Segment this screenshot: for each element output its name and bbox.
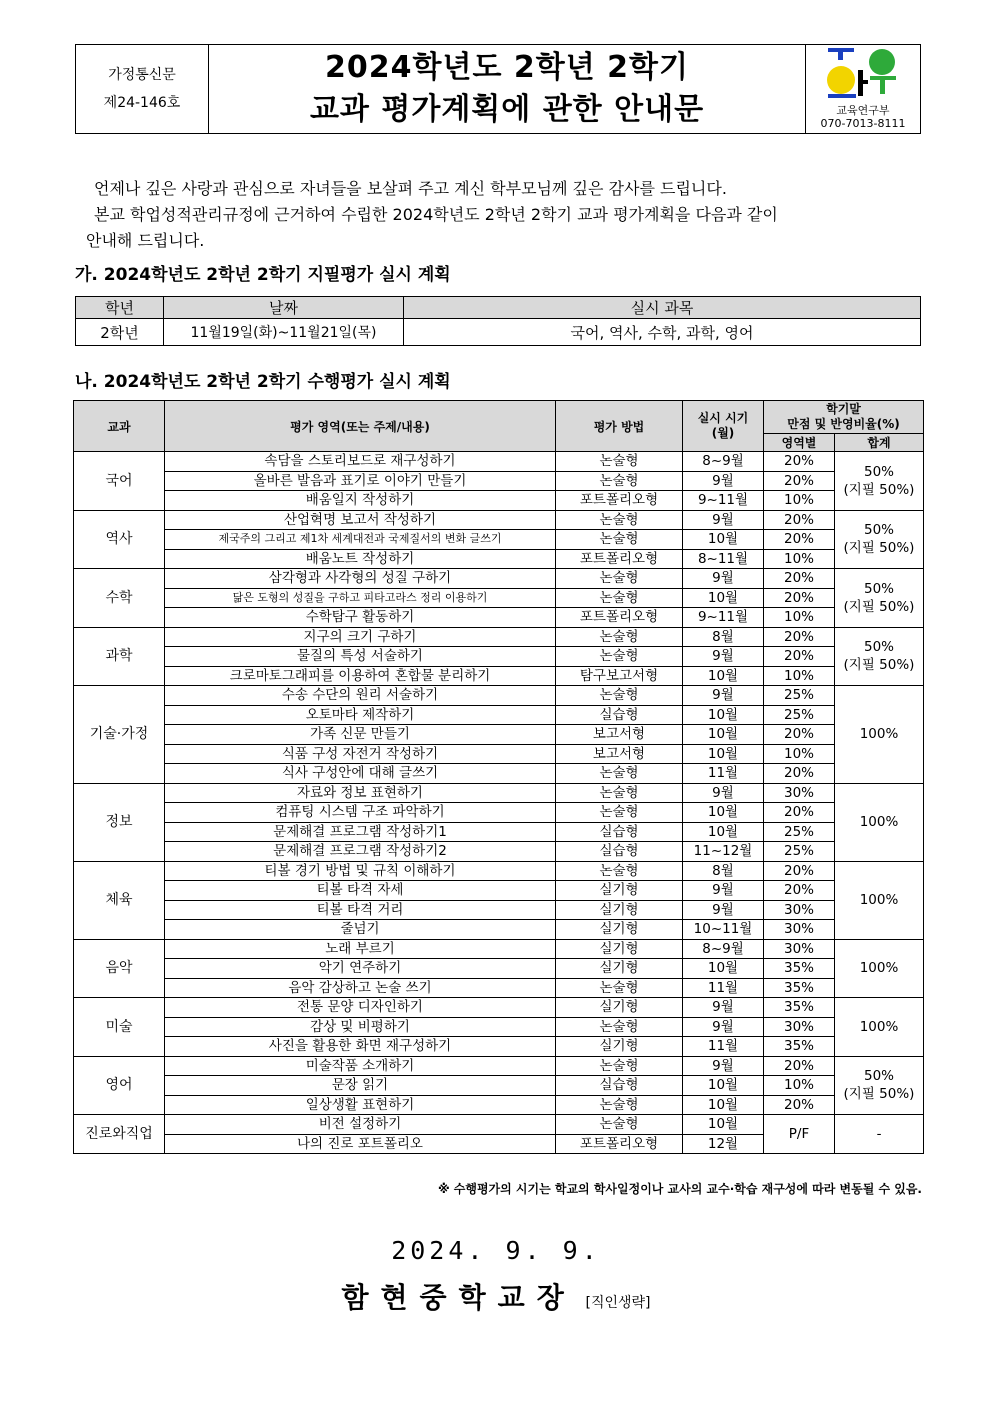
cell-total: 50% (지필 50%) <box>835 1056 924 1115</box>
cell-ratio: 20% <box>764 452 835 472</box>
cell-month: 10월 <box>683 666 764 686</box>
cell-ratio: 30% <box>764 1017 835 1037</box>
cell-ratio: 10% <box>764 608 835 628</box>
cell-method: 논술형 <box>556 588 683 608</box>
table-row <box>74 998 924 1018</box>
signature-block <box>0 1276 992 1316</box>
title-line1: 2024학년도 2학년 2학기 <box>325 50 689 85</box>
cell-month: 9월 <box>683 569 764 589</box>
cell-total: 100% <box>835 939 924 998</box>
performance-eval-body <box>74 452 924 1154</box>
cell-area: 배움노트 작성하기 <box>165 549 556 569</box>
cell-ratio: 30% <box>764 939 835 959</box>
cell-ratio: 20% <box>764 510 835 530</box>
cell-method: 논술형 <box>556 1017 683 1037</box>
cell-month: 10월 <box>683 744 764 764</box>
cell-ratio: 20% <box>764 881 835 901</box>
issue-date: 2024. 9. 9. <box>391 1236 601 1265</box>
cell-method: 포트폴리오형 <box>556 608 683 628</box>
cell-ratio: 30% <box>764 783 835 803</box>
cell-month: 10월 <box>683 1115 764 1135</box>
cell-date: 11월19일(화)~11월21일(목) <box>164 319 404 346</box>
cell-area: 산업혁명 보고서 작성하기 <box>165 510 556 530</box>
cell-area: 감상 및 비평하기 <box>165 1017 556 1037</box>
cell-area: 미술작품 소개하기 <box>165 1056 556 1076</box>
header-date: 날짜 <box>164 297 404 319</box>
cell-ratio: 10% <box>764 666 835 686</box>
cell-month: 10월 <box>683 803 764 823</box>
table-row <box>74 686 924 706</box>
cell-ratio: 25% <box>764 822 835 842</box>
cell-method: 실습형 <box>556 842 683 862</box>
cell-month: 9~11월 <box>683 608 764 628</box>
table-row <box>74 549 924 569</box>
cell-month: 9월 <box>683 900 764 920</box>
cell-ratio: 20% <box>764 569 835 589</box>
table-row <box>76 319 921 346</box>
cell-month: 10월 <box>683 588 764 608</box>
header-subject: 교과 <box>74 401 165 452</box>
cell-method: 실기형 <box>556 900 683 920</box>
cell-method: 실습형 <box>556 1076 683 1096</box>
cell-total: 50% (지필 50%) <box>835 569 924 628</box>
cell-area: 일상생활 표현하기 <box>165 1095 556 1115</box>
intro-text <box>86 176 916 254</box>
cell-area: 비전 설정하기 <box>165 1115 556 1135</box>
cell-method: 논술형 <box>556 861 683 881</box>
table-row <box>74 510 924 530</box>
cell-month: 8~9월 <box>683 939 764 959</box>
cell-method: 논술형 <box>556 783 683 803</box>
cell-method: 보고서형 <box>556 744 683 764</box>
cell-subject: 수학 <box>74 569 165 628</box>
cell-method: 논술형 <box>556 686 683 706</box>
cell-subjects: 국어, 역사, 수학, 과학, 영어 <box>404 319 921 346</box>
cell-area: 닮은 도형의 성질을 구하고 피타고라스 정리 이용하기 <box>165 588 556 608</box>
footnote: ※ 수행평가의 시기는 학교의 학사일정이나 교사의 교수·학습 재구성에 따라 변동될 수 있음. <box>437 1182 922 1196</box>
cell-area: 사진을 활용한 화면 재구성하기 <box>165 1037 556 1057</box>
intro-line1: 언제나 깊은 사랑과 관심으로 자녀들을 보살펴 주고 계신 학부모님께 깊은 감사를 드립니다. <box>94 179 727 198</box>
cell-method: 탐구보고서형 <box>556 666 683 686</box>
table-row <box>74 452 924 472</box>
cell-month: 10월 <box>683 959 764 979</box>
table-row <box>74 569 924 589</box>
cell-area: 가족 신문 만들기 <box>165 725 556 745</box>
cell-month: 9월 <box>683 510 764 530</box>
header-method: 평가 방법 <box>556 401 683 452</box>
cell-area: 자료와 정보 표현하기 <box>165 783 556 803</box>
table-row <box>74 1017 924 1037</box>
cell-subject: 체육 <box>74 861 165 939</box>
table-row <box>74 705 924 725</box>
cell-area: 나의 진로 포트폴리오 <box>165 1134 556 1154</box>
table-row <box>74 1076 924 1096</box>
cell-method: 포트폴리오형 <box>556 491 683 511</box>
cell-method: 논술형 <box>556 1056 683 1076</box>
cell-method: 논술형 <box>556 803 683 823</box>
cell-total: 50% (지필 50%) <box>835 627 924 686</box>
cell-area: 문장 읽기 <box>165 1076 556 1096</box>
cell-area: 배움일지 작성하기 <box>165 491 556 511</box>
doc-title <box>209 45 806 133</box>
cell-method: 포트폴리오형 <box>556 549 683 569</box>
cell-ratio: 20% <box>764 647 835 667</box>
cell-month: 9월 <box>683 881 764 901</box>
cell-area: 티볼 타격 자세 <box>165 881 556 901</box>
cell-month: 9월 <box>683 1056 764 1076</box>
table-row <box>74 647 924 667</box>
header-subjects: 실시 과목 <box>404 297 921 319</box>
cell-area: 올바른 발음과 표기로 이야기 만들기 <box>165 471 556 491</box>
cell-month: 9월 <box>683 1017 764 1037</box>
table-row <box>74 861 924 881</box>
cell-method: 실기형 <box>556 998 683 1018</box>
cell-method: 논술형 <box>556 452 683 472</box>
cell-area: 지구의 크기 구하기 <box>165 627 556 647</box>
table-row <box>74 920 924 940</box>
cell-area: 문제해결 프로그램 작성하기2 <box>165 842 556 862</box>
cell-ratio: 35% <box>764 959 835 979</box>
cell-method: 포트폴리오형 <box>556 1134 683 1154</box>
cell-ratio: 25% <box>764 842 835 862</box>
header-timing: 실시 시기 (월) <box>683 401 764 452</box>
title-line2: 교과 평가계획에 관한 안내문 <box>309 92 705 127</box>
section-a-title: 가. 2024학년도 2학년 2학기 지필평가 실시 계획 <box>75 265 451 285</box>
intro-line2: 본교 학업성적관리규정에 근거하여 수립한 2024학년도 2학년 2학기 교과 평가계획을 다음과 같이 <box>94 205 778 224</box>
doc-number: 제24-146호 <box>103 95 181 111</box>
cell-total: 100% <box>835 686 924 784</box>
table-header-row <box>76 297 921 319</box>
cell-ratio: 10% <box>764 491 835 511</box>
cell-area: 티볼 타격 거리 <box>165 900 556 920</box>
cell-subject: 진로와직업 <box>74 1115 165 1154</box>
cell-total: 50% (지필 50%) <box>835 452 924 511</box>
cell-area: 제국주의 그리고 제1차 세계대전과 국제질서의 변화 글쓰기 <box>165 530 556 550</box>
cell-ratio: 20% <box>764 588 835 608</box>
cell-ratio: 20% <box>764 1095 835 1115</box>
doc-type: 가정통신문 <box>108 67 176 83</box>
doc-info <box>76 45 209 133</box>
cell-ratio: 30% <box>764 920 835 940</box>
cell-area: 음악 감상하고 논술 쓰기 <box>165 978 556 998</box>
table-row <box>74 959 924 979</box>
table-row <box>74 608 924 628</box>
cell-month: 10~11월 <box>683 920 764 940</box>
table-row <box>74 881 924 901</box>
cell-area: 크로마토그래피를 이용하여 혼합물 분리하기 <box>165 666 556 686</box>
cell-ratio: 20% <box>764 803 835 823</box>
cell-method: 논술형 <box>556 510 683 530</box>
dept-tel: 070-7013-8111 <box>820 117 906 130</box>
cell-method: 실기형 <box>556 959 683 979</box>
cell-area: 악기 연주하기 <box>165 959 556 979</box>
cell-area: 속담을 스토리보드로 재구성하기 <box>165 452 556 472</box>
dept-info <box>806 45 920 133</box>
cell-ratio: 35% <box>764 978 835 998</box>
table-row <box>74 803 924 823</box>
cell-area: 컴퓨팅 시스템 구조 파악하기 <box>165 803 556 823</box>
header-ratio-area: 영역별 <box>764 434 835 452</box>
cell-month: 8월 <box>683 861 764 881</box>
cell-area: 삼각형과 사각형의 성질 구하기 <box>165 569 556 589</box>
cell-month: 10월 <box>683 725 764 745</box>
cell-area: 물질의 특성 서술하기 <box>165 647 556 667</box>
cell-subject: 미술 <box>74 998 165 1057</box>
cell-method: 실기형 <box>556 1037 683 1057</box>
cell-ratio: 20% <box>764 471 835 491</box>
cell-month: 10월 <box>683 530 764 550</box>
cell-month: 10월 <box>683 705 764 725</box>
header-ratio-group: 학기말 만점 및 반영비율(%) <box>764 401 924 434</box>
performance-eval-table <box>73 400 924 1154</box>
table-row <box>74 471 924 491</box>
cell-ratio: 20% <box>764 1056 835 1076</box>
cell-ratio: 20% <box>764 764 835 784</box>
cell-subject: 정보 <box>74 783 165 861</box>
cell-method: 실습형 <box>556 822 683 842</box>
cell-total: 50% (지필 50%) <box>835 510 924 569</box>
cell-subject: 음악 <box>74 939 165 998</box>
principal-signature: 함현중학교장 <box>341 1281 576 1314</box>
cell-ratio: 10% <box>764 744 835 764</box>
table-row <box>74 842 924 862</box>
cell-method: 실기형 <box>556 881 683 901</box>
table-row <box>74 1037 924 1057</box>
cell-month: 11~12월 <box>683 842 764 862</box>
cell-ratio: 10% <box>764 1076 835 1096</box>
cell-subject: 과학 <box>74 627 165 686</box>
cell-area: 오토마타 제작하기 <box>165 705 556 725</box>
cell-month: 9~11월 <box>683 491 764 511</box>
cell-subject: 역사 <box>74 510 165 569</box>
cell-ratio: 20% <box>764 861 835 881</box>
cell-month: 9월 <box>683 998 764 1018</box>
cell-method: 논술형 <box>556 764 683 784</box>
table-row <box>74 1115 924 1135</box>
table-row <box>74 939 924 959</box>
school-logo-icon <box>826 46 900 104</box>
table-row <box>74 1056 924 1076</box>
cell-method: 실기형 <box>556 920 683 940</box>
table-row <box>74 666 924 686</box>
cell-ratio: 20% <box>764 530 835 550</box>
table-row <box>74 530 924 550</box>
cell-subject: 기술·가정 <box>74 686 165 784</box>
cell-month: 8~9월 <box>683 452 764 472</box>
table-row <box>74 978 924 998</box>
table-row <box>74 725 924 745</box>
cell-total: 100% <box>835 998 924 1057</box>
cell-method: 실습형 <box>556 705 683 725</box>
header-area: 평가 영역(또는 주제/내용) <box>165 401 556 452</box>
cell-pass-fail: P/F <box>764 1115 835 1154</box>
cell-method: 논술형 <box>556 1115 683 1135</box>
cell-grade: 2학년 <box>76 319 164 346</box>
cell-month: 11월 <box>683 978 764 998</box>
cell-month: 10월 <box>683 1095 764 1115</box>
cell-area: 식사 구성안에 대해 글쓰기 <box>165 764 556 784</box>
cell-area: 전통 문양 디자인하기 <box>165 998 556 1018</box>
cell-total: 100% <box>835 783 924 861</box>
table-row <box>74 764 924 784</box>
table-row <box>74 900 924 920</box>
cell-ratio: 35% <box>764 998 835 1018</box>
table-row <box>74 588 924 608</box>
table-row <box>74 783 924 803</box>
cell-method: 실기형 <box>556 939 683 959</box>
cell-area: 수학탐구 활동하기 <box>165 608 556 628</box>
cell-subject: 국어 <box>74 452 165 511</box>
table-row <box>74 744 924 764</box>
cell-month: 10월 <box>683 822 764 842</box>
cell-ratio: 25% <box>764 705 835 725</box>
cell-ratio: 30% <box>764 900 835 920</box>
cell-method: 논술형 <box>556 569 683 589</box>
cell-method: 논술형 <box>556 471 683 491</box>
cell-ratio: 35% <box>764 1037 835 1057</box>
cell-ratio: 10% <box>764 549 835 569</box>
cell-month: 11월 <box>683 764 764 784</box>
cell-method: 논술형 <box>556 530 683 550</box>
cell-month: 8월 <box>683 627 764 647</box>
cell-ratio: 25% <box>764 686 835 706</box>
header-ratio-total: 합계 <box>835 434 924 452</box>
cell-method: 논술형 <box>556 1095 683 1115</box>
dept-name: 교육연구부 <box>836 104 890 117</box>
cell-method: 보고서형 <box>556 725 683 745</box>
cell-method: 논술형 <box>556 627 683 647</box>
section-b-title: 나. 2024학년도 2학년 2학기 수행평가 실시 계획 <box>75 372 451 392</box>
cell-total: 100% <box>835 861 924 939</box>
written-exam-table <box>75 296 921 346</box>
cell-total: - <box>835 1115 924 1154</box>
cell-ratio: 20% <box>764 627 835 647</box>
cell-area: 티볼 경기 방법 및 규칙 이해하기 <box>165 861 556 881</box>
table-row <box>74 627 924 647</box>
cell-month: 12월 <box>683 1134 764 1154</box>
cell-area: 노래 부르기 <box>165 939 556 959</box>
cell-method: 논술형 <box>556 647 683 667</box>
cell-area: 줄넘기 <box>165 920 556 940</box>
document-header <box>75 44 921 134</box>
cell-month: 9월 <box>683 471 764 491</box>
cell-month: 9월 <box>683 783 764 803</box>
table-row <box>74 822 924 842</box>
cell-area: 문제해결 프로그램 작성하기1 <box>165 822 556 842</box>
table-header-row <box>74 401 924 434</box>
cell-area: 식품 구성 자전거 작성하기 <box>165 744 556 764</box>
cell-area: 수송 수단의 원리 서술하기 <box>165 686 556 706</box>
table-row <box>74 491 924 511</box>
header-grade: 학년 <box>76 297 164 319</box>
cell-ratio: 20% <box>764 725 835 745</box>
cell-method: 논술형 <box>556 978 683 998</box>
intro-line3: 안내해 드립니다. <box>86 231 205 250</box>
cell-month: 11월 <box>683 1037 764 1057</box>
cell-month: 9월 <box>683 647 764 667</box>
cell-month: 8~11월 <box>683 549 764 569</box>
cell-month: 9월 <box>683 686 764 706</box>
seal-omitted: [직인생략] <box>585 1295 651 1311</box>
table-row <box>74 1095 924 1115</box>
cell-month: 10월 <box>683 1076 764 1096</box>
cell-subject: 영어 <box>74 1056 165 1115</box>
